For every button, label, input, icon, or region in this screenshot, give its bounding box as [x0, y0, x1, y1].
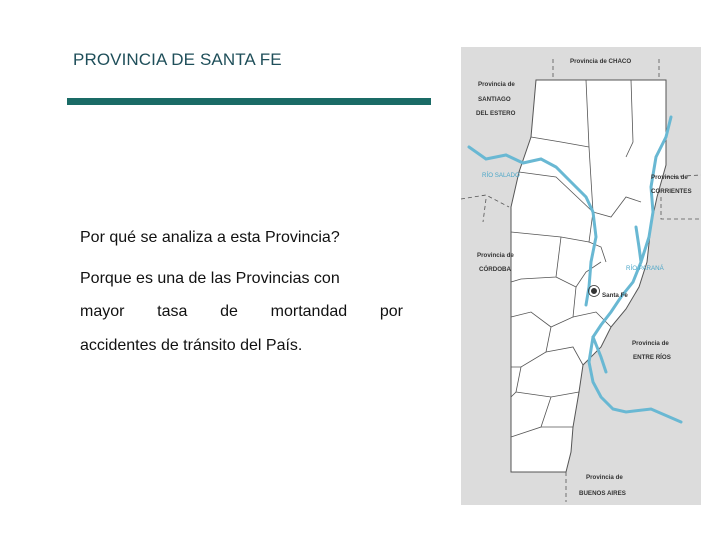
label-cordoba-2: CÓRDOBA	[479, 266, 511, 273]
label-santiago-1: Provincia de	[478, 81, 515, 88]
answer-line-2	[80, 303, 403, 321]
label-entre-rios-1: Provincia de	[632, 340, 669, 347]
label-santiago-2: SANTIAGO	[478, 96, 511, 103]
capital-marker	[591, 288, 598, 295]
label-corrientes-2: CORRIENTES	[651, 188, 692, 195]
question-text: Por qué se analiza a esta Provincia?	[80, 229, 340, 246]
label-entre-rios-2: ENTRE RÍOS	[633, 354, 671, 361]
title-underline	[67, 98, 431, 105]
label-rio-salado: RÍO SALADO	[482, 172, 520, 179]
slide-title: PROVINCIA DE SANTA FE	[73, 50, 282, 69]
answer-line-1: Porque es una de las Provincias con	[80, 270, 340, 287]
label-buenos-aires-2: BUENOS AIRES	[579, 490, 626, 497]
answer-word: de	[220, 303, 238, 320]
answer-line-3: accidentes de tránsito del País.	[80, 337, 303, 354]
santa-fe-map	[461, 47, 701, 505]
label-santa-fe: Santa Fe	[602, 292, 628, 299]
answer-word: por	[379, 303, 403, 320]
label-rio-parana: RÍO PARANÁ	[626, 265, 664, 272]
label-buenos-aires-1: Provincia de	[586, 474, 623, 481]
label-santiago-3: DEL ESTERO	[476, 110, 516, 117]
label-chaco: Provincia de CHACO	[570, 58, 632, 65]
answer-word: mayor	[80, 303, 125, 320]
answer-word: tasa	[157, 303, 188, 320]
label-cordoba-1: Provincia de	[477, 252, 514, 259]
answer-word: mortandad	[270, 303, 348, 320]
label-corrientes-1: Provincia de	[651, 174, 688, 181]
